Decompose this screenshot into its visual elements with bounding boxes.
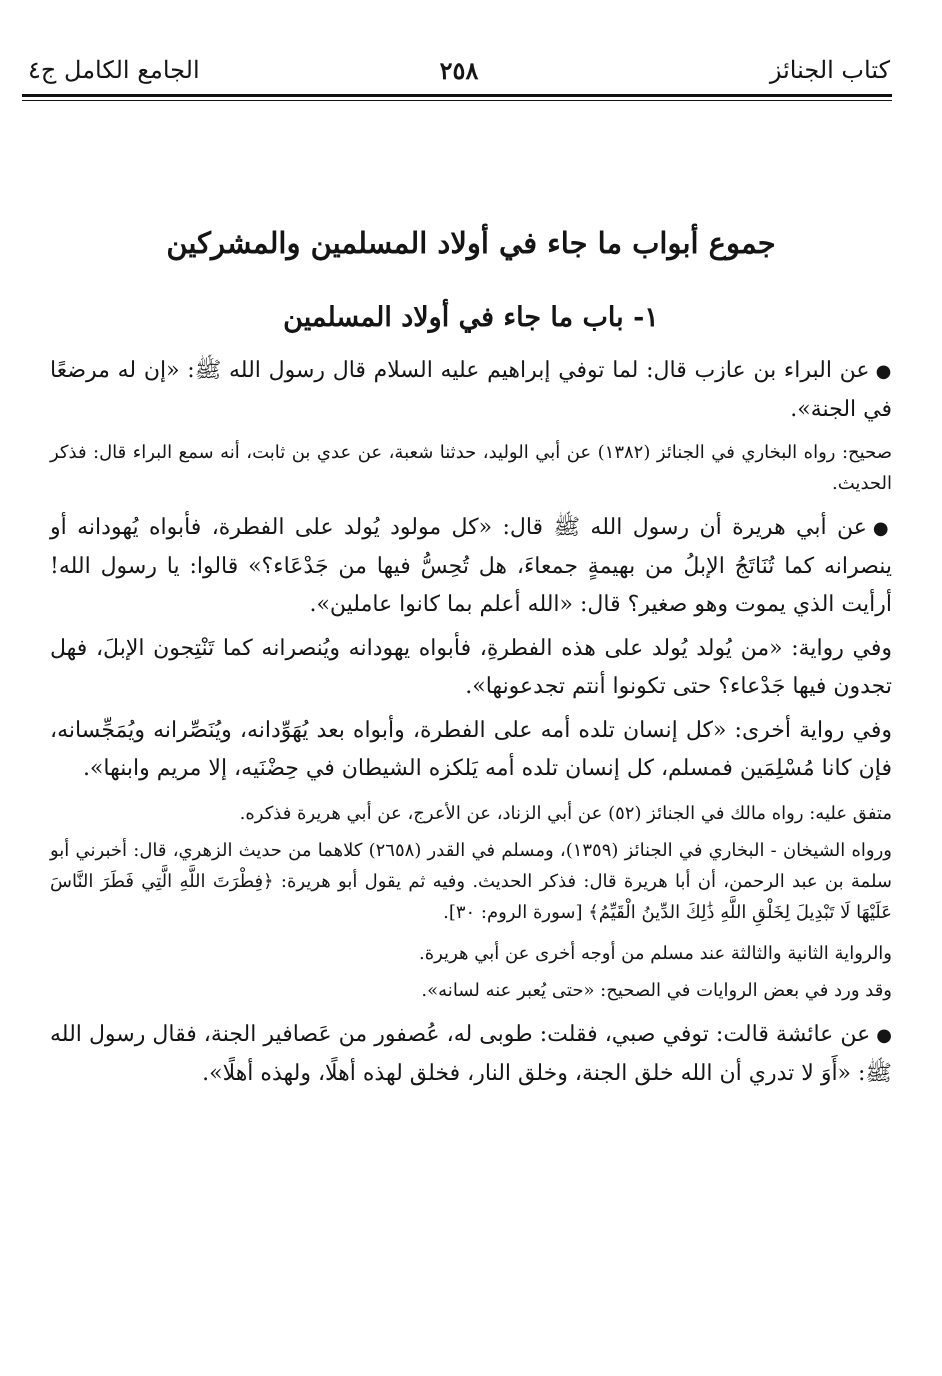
hadith-text: عن البراء بن عازب قال: لما توفي إبراهيم عليه السلام قال رسول الله ﷺ: «إن له مرضعًا في الجنة». [50, 358, 892, 422]
bullet-icon: ● [872, 518, 892, 539]
hadith-text: عن أبي هريرة أن رسول الله ﷺ قال: «كل مولود يُولد على الفطرة، فأبواه يُهودانه أو ينصرانه كما تُنَاتَجُ الإبلُ من بهيمةٍ جمعاءَ، هل تُحِسُّ فيها من جَدْعَاء؟» قالوا: يا رسول الله! أرأيت الذي يموت وهو صغير؟ قال: «الله أعلم بما كانوا عاملين». [50, 515, 892, 617]
hadith-paragraph [50, 1016, 892, 1093]
page-number: ٢٥٨ [439, 56, 479, 85]
header-book-title: الجامع الكامل ج٤ [28, 56, 200, 84]
takhrij-note: وقد ورد في بعض الروايات في الصحيح: «حتى يُعبر عنه لسانه». [421, 980, 892, 1001]
bullet-icon: ● [876, 1025, 892, 1046]
hadith-text: عن عائشة قالت: توفي صبي، فقلت: طوبى له، عُصفور من عَصافير الجنة، فقال رسول الله ﷺ: «أَوَ لا تدري أن الله خلق الجنة، وخلق النار، فخلق لهذه أهلًا، ولهذه أهلًا». [50, 1022, 892, 1086]
takhrij-note: ورواه الشيخان - البخاري في الجنائز (١٣٥٩)، ومسلم في القدر (٢٦٥٨) كلاهما من حديث الزهري، قال: أخبرني أبو سلمة بن عبد الرحمن، أن أبا هريرة قال: فذكر الحديث. وفيه ثم يقول أبو هريرة: ﴿فِطْرَتَ اللَّهِ الَّتِي فَطَرَ النَّاسَ عَلَيْهَا لَا تَبْدِيلَ لِخَلْقِ اللَّهِ ذَٰلِكَ الدِّينُ الْقَيِّمُ﴾ [سورة الروم: ٣٠]. [50, 840, 892, 923]
narration-variant: وفي رواية: «من يُولد يُولد على هذه الفطرةِ، فأبواه يهودانه ويُنصرانه كما تَنْتِجون الإبلَ، فهل تجدون فيها جَدْعاء؟ حتى تكونوا أنتم تجدعونها». [50, 636, 892, 699]
section-main-title: جموع أبواب ما جاء في أولاد المسلمين والمشركين [166, 226, 776, 260]
header-rule-thin [22, 100, 892, 101]
takhrij-note: والرواية الثانية والثالثة عند مسلم من أوجه أخرى عن أبي هريرة. [418, 943, 892, 964]
bullet-icon: ● [875, 361, 892, 382]
hadith-paragraph [50, 352, 892, 429]
header-book-section: كتاب الجنائز [769, 56, 890, 84]
header-rule-thick [22, 94, 892, 97]
page-body [50, 352, 892, 1093]
takhrij-note: صحيح: رواه البخاري في الجنائز (١٣٨٢) عن أبي الوليد، حدثنا شعبة، عن عدي بن ثابت، أنه سمع البراء قال: فذكر الحديث. [50, 442, 892, 494]
chapter-title: ١- باب ما جاء في أولاد المسلمين [283, 302, 659, 333]
hadith-paragraph [50, 509, 892, 624]
running-header [28, 54, 890, 94]
narration-variant: وفي رواية أخرى: «كل إنسان تلده أمه على الفطرة، وأبواه بعد يُهَوِّدانه، ويُنَصِّرانه ويُمَجِّسانه، فإن كانا مُسْلِمَين فمسلم، كل إنسان تلده أمه يَلكزه الشيطان في حِضْنَيه، إلا مريم وابنها». [50, 718, 892, 781]
takhrij-note: متفق عليه: رواه مالك في الجنائز (٥٢) عن أبي الزناد، عن الأعرج، عن أبي هريرة فذكره. [239, 803, 892, 824]
